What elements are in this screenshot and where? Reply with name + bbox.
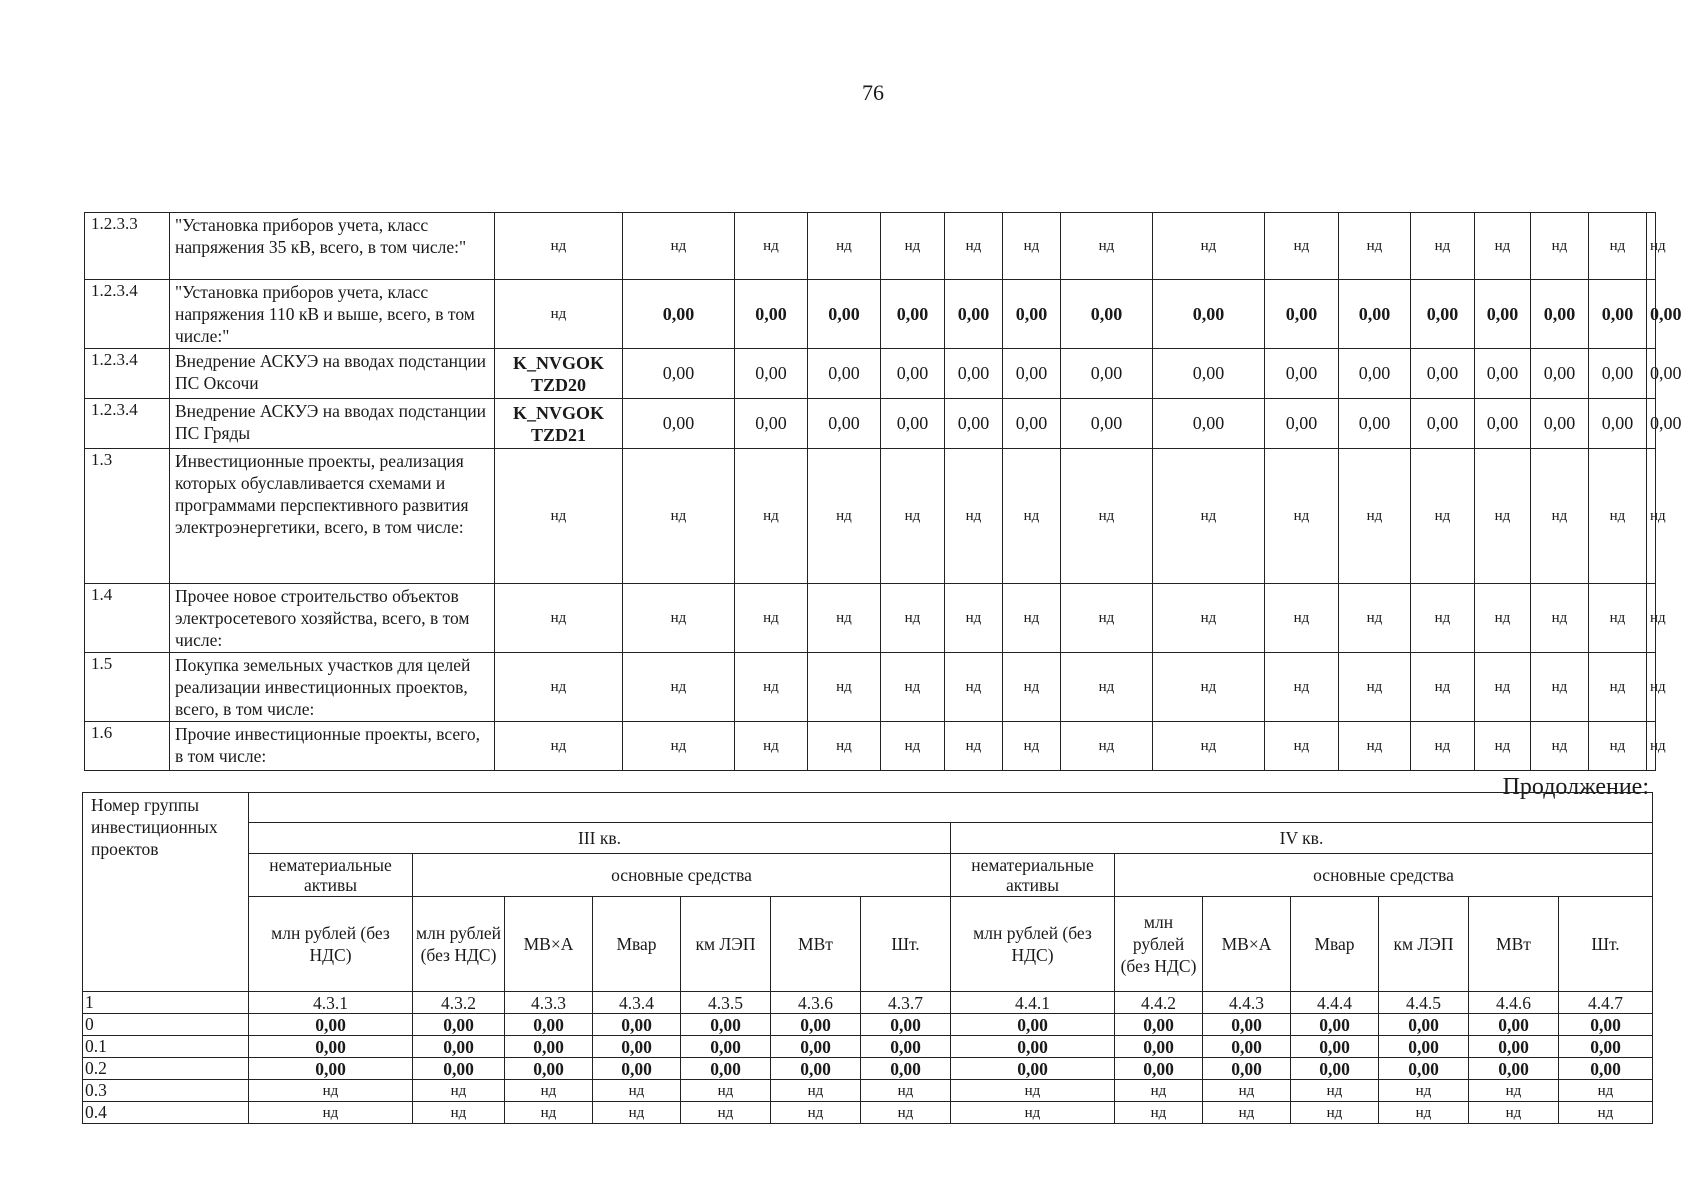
value-cell: 0,00	[1531, 399, 1589, 449]
value-cell: нд	[735, 213, 808, 280]
value-cell: нд	[1469, 1080, 1559, 1102]
value-cell: 0,00	[1411, 349, 1475, 399]
value-cell: нд	[495, 722, 623, 771]
value-cell: 4.4.5	[1379, 992, 1469, 1014]
value-cell: нд	[1469, 1102, 1559, 1124]
value-cell: нд	[1411, 449, 1475, 584]
value-cell: нд	[1531, 722, 1589, 771]
table-row	[83, 1080, 1653, 1102]
value-cell: 0,00	[1291, 1036, 1379, 1058]
table-row	[83, 1102, 1653, 1124]
value-cell: нд	[1531, 584, 1589, 653]
group-number: 1	[83, 992, 249, 1014]
value-cell: 0,00	[881, 399, 945, 449]
q3-unit-mvar: Мвар	[593, 897, 681, 992]
project-code: K_NVGOK TZD21	[495, 399, 623, 449]
value-cell: 4.4.4	[1291, 992, 1379, 1014]
value-cell: 0,00	[1589, 280, 1647, 349]
value-cell: нд	[1589, 653, 1647, 722]
value-cell: 0,00	[1475, 280, 1531, 349]
value-cell: 4.4.2	[1115, 992, 1203, 1014]
value-cell: нд	[1003, 449, 1061, 584]
group-number: 0.3	[83, 1080, 249, 1102]
value-cell: нд	[1061, 653, 1153, 722]
value-cell: нд	[413, 1080, 505, 1102]
value-cell: нд	[861, 1102, 951, 1124]
header-blank	[249, 793, 1653, 823]
value-cell: нд	[1115, 1102, 1203, 1124]
value-cell: нд	[1647, 449, 1656, 584]
value-cell: нд	[881, 653, 945, 722]
value-cell: нд	[1531, 653, 1589, 722]
value-cell: нд	[1003, 213, 1061, 280]
table-row	[85, 280, 1656, 349]
value-cell: нд	[1531, 449, 1589, 584]
value-cell: нд	[881, 722, 945, 771]
row-name: Инвестиционные проекты, реализация которых обуславливается схемами и программами перспективного развития электроэнергетики, всего, в том числе:	[170, 449, 495, 584]
value-cell: нд	[881, 213, 945, 280]
investment-table-top	[84, 212, 1682, 771]
value-cell: 0,00	[861, 1036, 951, 1058]
group-number: 0	[83, 1014, 249, 1036]
q4-unit-mva: МВ×А	[1203, 897, 1291, 992]
q4-unit-pcs: Шт.	[1559, 897, 1653, 992]
value-cell: нд	[623, 449, 735, 584]
value-cell: 0,00	[505, 1014, 593, 1036]
value-cell: нд	[1003, 653, 1061, 722]
value-cell: нд	[1589, 584, 1647, 653]
value-cell: нд	[623, 722, 735, 771]
value-cell: 0,00	[945, 280, 1003, 349]
value-cell: нд	[1153, 213, 1265, 280]
value-cell: 0,00	[505, 1058, 593, 1080]
table-row	[83, 1014, 1653, 1036]
value-cell: 0,00	[1475, 349, 1531, 399]
value-cell: нд	[623, 653, 735, 722]
value-cell: нд	[495, 449, 623, 584]
value-cell: 0,00	[771, 1014, 861, 1036]
value-cell: 4.4.6	[1469, 992, 1559, 1014]
value-cell: 0,00	[1469, 1036, 1559, 1058]
value-cell: 0,00	[681, 1014, 771, 1036]
value-cell: нд	[735, 722, 808, 771]
value-cell: 0,00	[1203, 1014, 1291, 1036]
q3-unit-pcs: Шт.	[861, 897, 951, 992]
value-cell: 0,00	[1531, 349, 1589, 399]
value-cell: 0,00	[1115, 1014, 1203, 1036]
value-cell: 0,00	[945, 399, 1003, 449]
value-cell: 0,00	[1589, 349, 1647, 399]
value-cell: 0,00	[1559, 1058, 1653, 1080]
value-cell: нд	[1153, 722, 1265, 771]
value-cell: нд	[495, 653, 623, 722]
row-name: "Установка приборов учета, класс напряжения 35 кВ, всего, в том числе:"	[170, 213, 495, 280]
value-cell: нд	[593, 1080, 681, 1102]
value-cell: нд	[1153, 449, 1265, 584]
value-cell: 0,00	[1647, 349, 1656, 399]
value-cell: нд	[1411, 584, 1475, 653]
table-row	[85, 449, 1656, 584]
value-cell: 0,00	[413, 1014, 505, 1036]
value-cell: нд	[1475, 213, 1531, 280]
value-cell: нд	[1475, 449, 1531, 584]
value-cell: 0,00	[951, 1036, 1115, 1058]
value-cell: нд	[1379, 1102, 1469, 1124]
value-cell: 0,00	[1469, 1058, 1559, 1080]
value-cell: 0,00	[1339, 399, 1411, 449]
value-cell: 0,00	[1411, 280, 1475, 349]
investment-table-bottom	[82, 792, 1653, 1124]
value-cell: нд	[413, 1102, 505, 1124]
value-cell: нд	[945, 213, 1003, 280]
value-cell: нд	[1291, 1080, 1379, 1102]
value-cell: нд	[808, 653, 881, 722]
value-cell: 0,00	[771, 1058, 861, 1080]
value-cell: нд	[1265, 213, 1339, 280]
value-cell: нд	[249, 1080, 413, 1102]
table-row	[85, 653, 1656, 722]
row-number: 1.6	[85, 722, 170, 771]
value-cell: 0,00	[1061, 399, 1153, 449]
value-cell: 0,00	[881, 280, 945, 349]
group-number: 0.4	[83, 1102, 249, 1124]
row-name: Внедрение АСКУЭ на вводах подстанции ПС Гряды	[170, 399, 495, 449]
value-cell: 0,00	[1475, 399, 1531, 449]
table-row	[85, 349, 1656, 399]
value-cell: нд	[808, 722, 881, 771]
value-cell: 0,00	[413, 1036, 505, 1058]
value-cell: 0,00	[881, 349, 945, 399]
value-cell: 0,00	[1061, 280, 1153, 349]
value-cell: нд	[249, 1102, 413, 1124]
value-cell: нд	[1647, 653, 1656, 722]
value-cell: 0,00	[1559, 1014, 1653, 1036]
value-cell: 0,00	[1265, 349, 1339, 399]
value-cell: 4.3.5	[681, 992, 771, 1014]
value-cell: нд	[1379, 1080, 1469, 1102]
value-cell: нд	[1411, 722, 1475, 771]
value-cell: нд	[1339, 722, 1411, 771]
value-cell: нд	[1203, 1102, 1291, 1124]
value-cell: 0,00	[1061, 349, 1153, 399]
value-cell: нд	[1411, 653, 1475, 722]
value-cell: 0,00	[861, 1014, 951, 1036]
group-number: 0.1	[83, 1036, 249, 1058]
value-cell: 0,00	[1115, 1036, 1203, 1058]
value-cell: нд	[1203, 1080, 1291, 1102]
value-cell: 0,00	[1153, 399, 1265, 449]
value-cell: нд	[861, 1080, 951, 1102]
value-cell: 0,00	[808, 280, 881, 349]
value-cell: нд	[1061, 722, 1153, 771]
value-cell: нд	[735, 653, 808, 722]
value-cell: 0,00	[1559, 1036, 1653, 1058]
value-cell: 0,00	[1003, 399, 1061, 449]
quarter-4-header: IV кв.	[951, 823, 1653, 854]
value-cell: 0,00	[1647, 399, 1656, 449]
row-number: 1.4	[85, 584, 170, 653]
value-cell: 0,00	[808, 349, 881, 399]
project-code: K_NVGOK TZD20	[495, 349, 623, 399]
group-number-header: Номер группы инвестиционных проектов	[83, 793, 249, 992]
value-cell: нд	[808, 213, 881, 280]
value-cell: нд	[681, 1080, 771, 1102]
value-cell: нд	[1475, 722, 1531, 771]
value-cell: 0,00	[1203, 1036, 1291, 1058]
value-cell: 0,00	[1265, 399, 1339, 449]
value-cell: 0,00	[771, 1036, 861, 1058]
value-cell: 0,00	[735, 280, 808, 349]
row-name: Покупка земельных участков для целей реализации инвестиционных проектов, всего, в том числе:	[170, 653, 495, 722]
value-cell: нд	[495, 213, 623, 280]
row-name: Прочее новое строительство объектов электросетевого хозяйства, всего, в том числе:	[170, 584, 495, 653]
q4-unit-mw: МВт	[1469, 897, 1559, 992]
value-cell: 0,00	[593, 1058, 681, 1080]
value-cell: нд	[1339, 653, 1411, 722]
row-name: "Установка приборов учета, класс напряжения 110 кВ и выше, всего, в том числе:"	[170, 280, 495, 349]
value-cell: нд	[505, 1102, 593, 1124]
value-cell: нд	[1061, 584, 1153, 653]
value-cell: нд	[808, 449, 881, 584]
row-number: 1.5	[85, 653, 170, 722]
value-cell: нд	[945, 584, 1003, 653]
q3-fixed-assets-header: основные средства	[413, 854, 951, 897]
value-cell: 4.3.4	[593, 992, 681, 1014]
table-row	[83, 1036, 1653, 1058]
value-cell: нд	[1589, 722, 1647, 771]
value-cell: 0,00	[623, 399, 735, 449]
value-cell: 4.3.1	[249, 992, 413, 1014]
value-cell: 0,00	[1153, 349, 1265, 399]
value-cell: нд	[735, 449, 808, 584]
value-cell: 0,00	[1291, 1058, 1379, 1080]
value-cell: нд	[1061, 213, 1153, 280]
row-number: 1.2.3.4	[85, 399, 170, 449]
row-name: Внедрение АСКУЭ на вводах подстанции ПС Оксочи	[170, 349, 495, 399]
value-cell: нд	[1153, 653, 1265, 722]
q3-unit-mw: МВт	[771, 897, 861, 992]
value-cell: 0,00	[1339, 280, 1411, 349]
value-cell: 0,00	[1115, 1058, 1203, 1080]
value-cell: нд	[945, 653, 1003, 722]
value-cell: 0,00	[861, 1058, 951, 1080]
value-cell: 0,00	[681, 1036, 771, 1058]
value-cell: нд	[1339, 213, 1411, 280]
value-cell: нд	[623, 213, 735, 280]
value-cell: 4.3.3	[505, 992, 593, 1014]
value-cell: 0,00	[1379, 1036, 1469, 1058]
value-cell: нд	[1061, 449, 1153, 584]
value-cell: нд	[1153, 584, 1265, 653]
value-cell: 0,00	[1411, 399, 1475, 449]
q3-unit-km: км ЛЭП	[681, 897, 771, 992]
value-cell: 4.4.7	[1559, 992, 1653, 1014]
value-cell: нд	[1559, 1102, 1653, 1124]
value-cell: нд	[951, 1080, 1115, 1102]
value-cell: нд	[1115, 1080, 1203, 1102]
value-cell: нд	[1291, 1102, 1379, 1124]
value-cell: 4.4.3	[1203, 992, 1291, 1014]
q3-unit-mln: млн рублей (без НДС)	[249, 897, 413, 992]
table-row	[85, 584, 1656, 653]
value-cell: 0,00	[1003, 349, 1061, 399]
table-row	[83, 1058, 1653, 1080]
value-cell: 0,00	[1379, 1014, 1469, 1036]
value-cell: 4.3.6	[771, 992, 861, 1014]
q4-unit-mln: млн рублей (без НДС)	[951, 897, 1115, 992]
table-row	[85, 399, 1656, 449]
value-cell: нд	[505, 1080, 593, 1102]
value-cell: нд	[1003, 584, 1061, 653]
value-cell: 0,00	[808, 399, 881, 449]
value-cell: нд	[1003, 722, 1061, 771]
q3-unit-mva: МВ×А	[505, 897, 593, 992]
q4-unit-km: км ЛЭП	[1379, 897, 1469, 992]
value-cell: нд	[1559, 1080, 1653, 1102]
value-cell: 0,00	[623, 349, 735, 399]
value-cell: нд	[771, 1080, 861, 1102]
row-name: Прочие инвестиционные проекты, всего, в том числе:	[170, 722, 495, 771]
value-cell: 0,00	[1003, 280, 1061, 349]
value-cell: 0,00	[505, 1036, 593, 1058]
value-cell: нд	[951, 1102, 1115, 1124]
value-cell: 0,00	[945, 349, 1003, 399]
value-cell: нд	[771, 1102, 861, 1124]
value-cell: 0,00	[1647, 280, 1656, 349]
value-cell: 4.4.1	[951, 992, 1115, 1014]
value-cell: 0,00	[951, 1014, 1115, 1036]
row-number: 1.2.3.4	[85, 280, 170, 349]
continuation-label: Продолжение:	[1502, 774, 1649, 800]
value-cell: нд	[1531, 213, 1589, 280]
value-cell: нд	[881, 449, 945, 584]
row-number: 1.2.3.4	[85, 349, 170, 399]
value-cell: 4.3.2	[413, 992, 505, 1014]
q4-unit-mvar: Мвар	[1291, 897, 1379, 992]
value-cell: 0,00	[735, 349, 808, 399]
value-cell: нд	[495, 280, 623, 349]
value-cell: нд	[593, 1102, 681, 1124]
q4-fixed-assets-header: основные средства	[1115, 854, 1653, 897]
table-row	[83, 992, 1653, 1014]
value-cell: 0,00	[1531, 280, 1589, 349]
value-cell: 0,00	[1589, 399, 1647, 449]
value-cell: нд	[945, 449, 1003, 584]
value-cell: 0,00	[249, 1036, 413, 1058]
value-cell: нд	[1339, 584, 1411, 653]
quarter-3-header: III кв.	[249, 823, 951, 854]
group-number: 0.2	[83, 1058, 249, 1080]
value-cell: 0,00	[1469, 1014, 1559, 1036]
q3-intangible-header: нематериальные активы	[249, 854, 413, 897]
value-cell: нд	[1339, 449, 1411, 584]
page-number: 76	[862, 80, 884, 105]
value-cell: 0,00	[413, 1058, 505, 1080]
value-cell: 0,00	[1203, 1058, 1291, 1080]
value-cell: нд	[1265, 722, 1339, 771]
value-cell: 0,00	[681, 1058, 771, 1080]
table-row	[85, 213, 1656, 280]
value-cell: нд	[1647, 213, 1656, 280]
value-cell: нд	[1647, 722, 1656, 771]
value-cell: 0,00	[249, 1014, 413, 1036]
value-cell: 0,00	[593, 1036, 681, 1058]
value-cell: 0,00	[623, 280, 735, 349]
value-cell: нд	[1475, 584, 1531, 653]
value-cell: нд	[681, 1102, 771, 1124]
value-cell: нд	[881, 584, 945, 653]
value-cell: 0,00	[249, 1058, 413, 1080]
value-cell: 0,00	[1339, 349, 1411, 399]
q4-intangible-header: нематериальные активы	[951, 854, 1115, 897]
row-number: 1.3	[85, 449, 170, 584]
value-cell: 0,00	[1379, 1058, 1469, 1080]
value-cell: нд	[1411, 213, 1475, 280]
value-cell: нд	[945, 722, 1003, 771]
value-cell: 0,00	[593, 1014, 681, 1036]
value-cell: нд	[735, 584, 808, 653]
value-cell: нд	[1475, 653, 1531, 722]
value-cell: нд	[1265, 653, 1339, 722]
value-cell: нд	[1647, 584, 1656, 653]
q4-unit-mln-narrow: млн рублей (без НДС)	[1115, 897, 1203, 992]
value-cell: нд	[808, 584, 881, 653]
row-number: 1.2.3.3	[85, 213, 170, 280]
value-cell: нд	[623, 584, 735, 653]
value-cell: нд	[1589, 213, 1647, 280]
value-cell: 0,00	[735, 399, 808, 449]
value-cell: 0,00	[1153, 280, 1265, 349]
value-cell: 0,00	[1265, 280, 1339, 349]
value-cell: 0,00	[951, 1058, 1115, 1080]
value-cell: нд	[1265, 584, 1339, 653]
value-cell: нд	[1589, 449, 1647, 584]
table-row	[85, 722, 1656, 771]
value-cell: нд	[495, 584, 623, 653]
q3-unit-mln-narrow: млн рублей (без НДС)	[413, 897, 505, 992]
value-cell: 0,00	[1291, 1014, 1379, 1036]
value-cell: 4.3.7	[861, 992, 951, 1014]
value-cell: нд	[1265, 449, 1339, 584]
